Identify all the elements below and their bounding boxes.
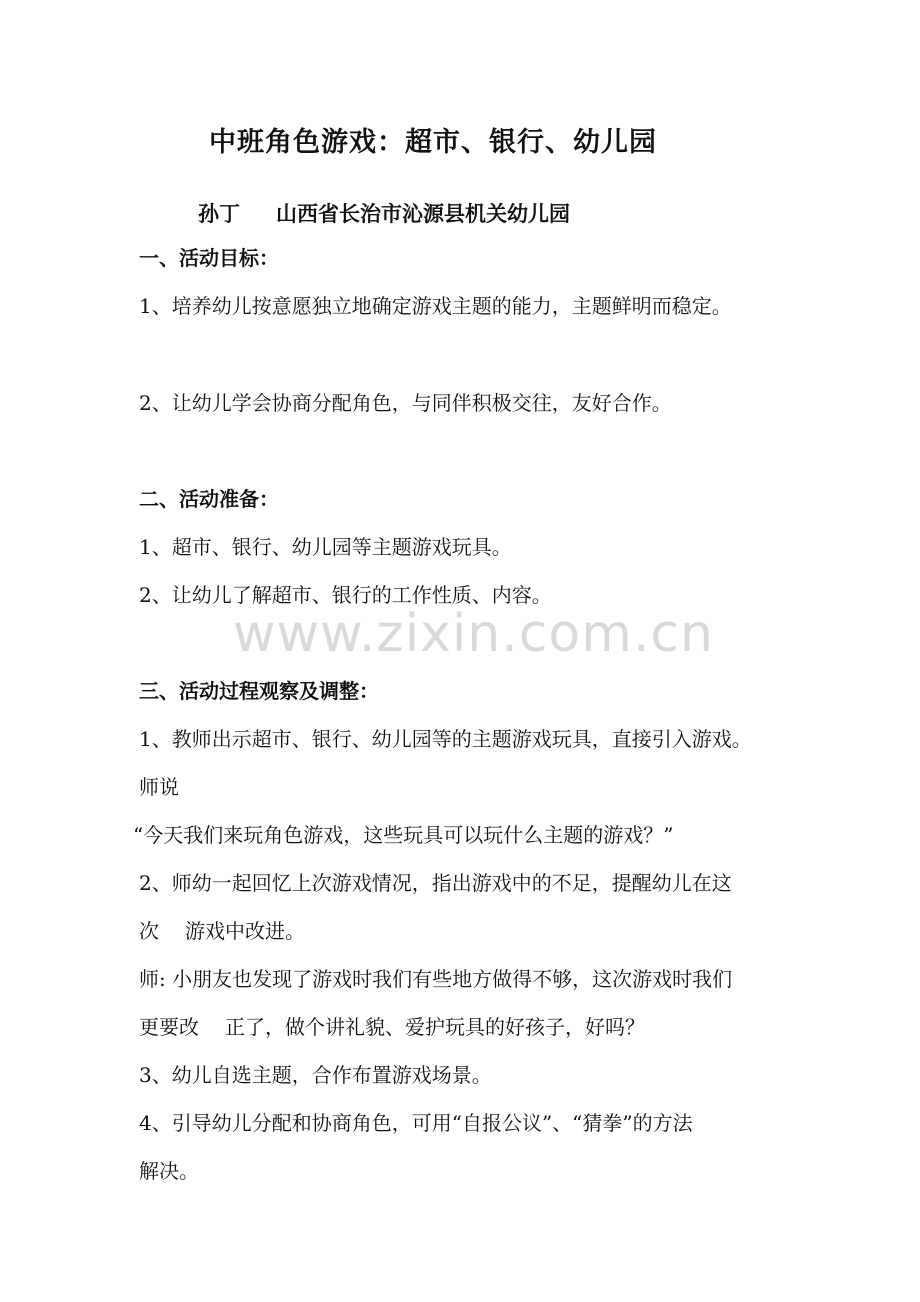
process-line-5 xyxy=(139,921,305,941)
process-line-2: 师说 xyxy=(139,775,179,799)
goal-item-1: 1、培养幼儿按意愿独立地确定游戏主题的能力，主题鲜明而稳定。 xyxy=(139,294,732,318)
section-heading-process: 三、活动过程观察及调整： xyxy=(139,679,379,703)
watermark: www.zixin.com.cn xyxy=(233,604,714,664)
section-heading-prep: 二、活动准备： xyxy=(139,487,279,511)
section-heading-goals: 一、活动目标： xyxy=(139,246,279,270)
author-name: 孙丁 xyxy=(198,202,240,226)
process-line-4: 2、师幼一起回忆上次游戏情况，指出游戏中的不足，提醒幼儿在这 xyxy=(139,871,732,895)
process-line-5-start: 次 xyxy=(139,919,159,943)
process-line-3: “今天我们来玩角色游戏，这些玩具可以玩什么主题的游戏？” xyxy=(133,823,674,847)
prep-item-1: 1、超市、银行、幼儿园等主题游戏玩具。 xyxy=(139,535,512,559)
author-line xyxy=(198,198,570,228)
author-organization: 山西省长治市沁源县机关幼儿园 xyxy=(276,202,570,226)
prep-item-2: 2、让幼儿了解超市、银行的工作性质、内容。 xyxy=(139,583,552,607)
process-line-8: 3、幼儿自选主题，合作布置游戏场景。 xyxy=(139,1063,492,1087)
process-line-6: 师: 小朋友也发现了游戏时我们有些地方做得不够，这次游戏时我们 xyxy=(139,967,733,991)
process-line-7-end: 正了，做个讲礼貌、爱护玩具的好孩子，好吗？ xyxy=(225,1015,645,1039)
document-title: 中班角色游戏：超市、银行、幼儿园 xyxy=(209,127,657,158)
process-line-7-start: 更要改 xyxy=(139,1015,199,1039)
process-line-5-end: 游戏中改进。 xyxy=(185,919,305,943)
process-line-1: 1、教师出示超市、银行、幼儿园等的主题游戏玩具，直接引入游戏。 xyxy=(139,727,752,751)
goal-item-2: 2、让幼儿学会协商分配角色，与同伴积极交往，友好合作。 xyxy=(139,391,672,415)
process-line-10: 解决。 xyxy=(139,1159,199,1183)
process-line-9: 4、引导幼儿分配和协商角色，可用“自报公议”、“猜拳”的方法 xyxy=(139,1111,693,1135)
process-line-7 xyxy=(139,1017,645,1037)
